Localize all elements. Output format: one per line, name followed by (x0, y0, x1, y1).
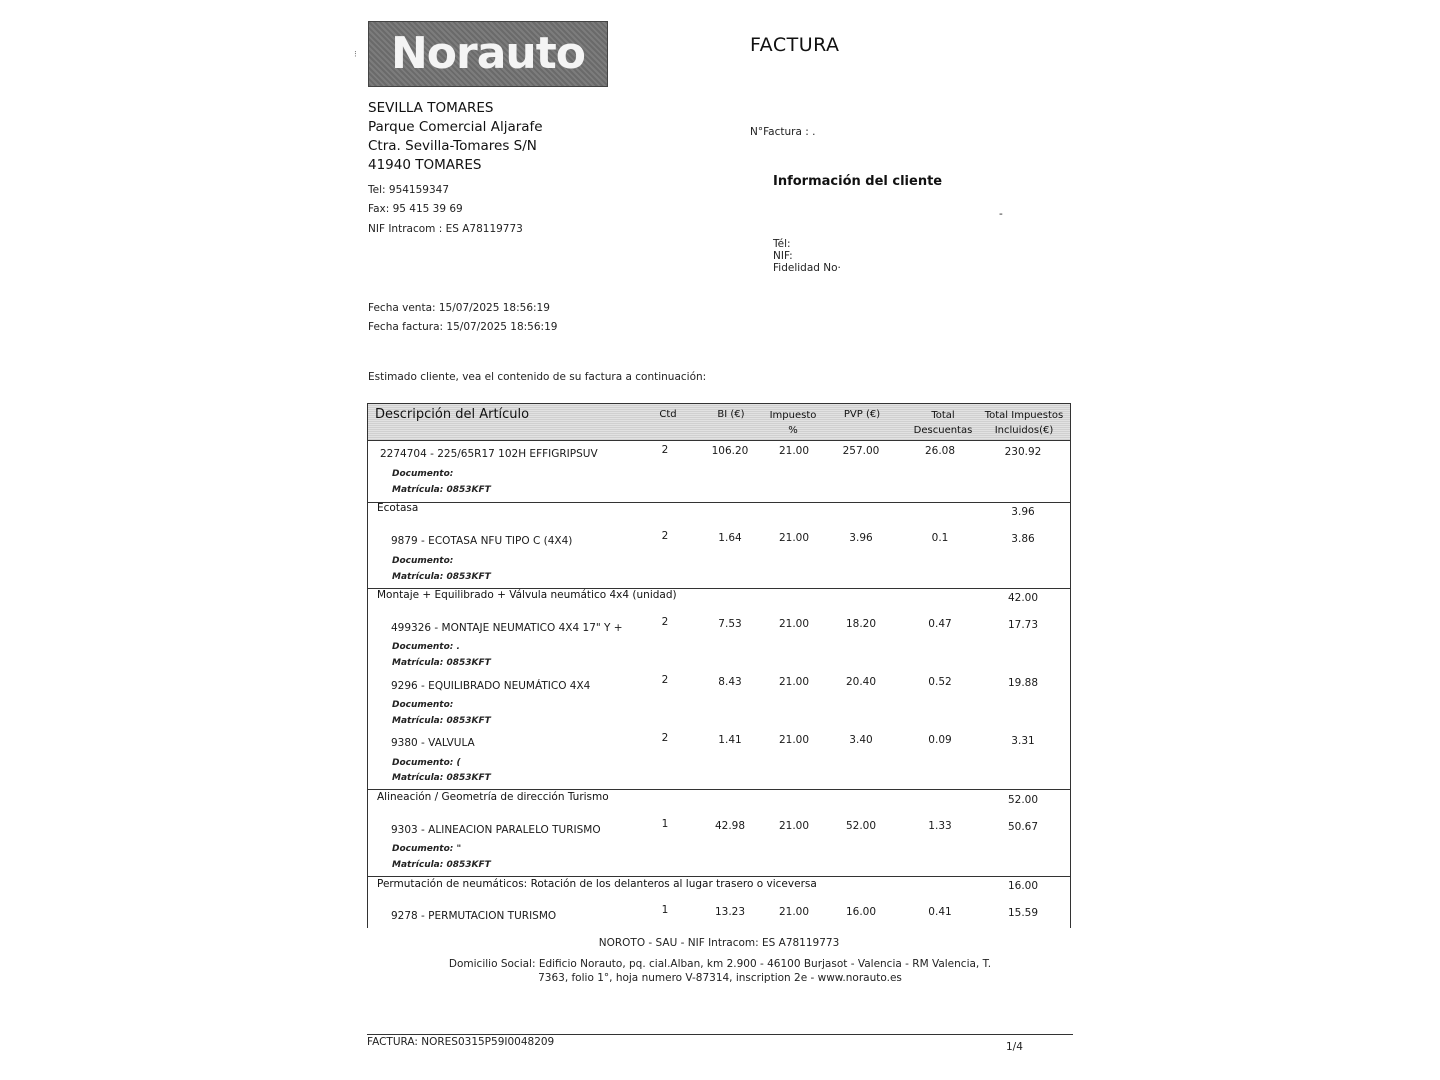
document-title: FACTURA (750, 34, 840, 56)
header-pvp: PVP (€) (843, 409, 881, 420)
item-bi: 1.41 (718, 734, 742, 746)
item-description: 9303 - ALINEACION PARALELO TURISMO (391, 824, 601, 836)
item-quantity: 2 (661, 674, 669, 686)
section-total: 52.00 (1007, 794, 1039, 806)
item-plate: Matrícula: 0853KFT (392, 572, 491, 582)
item-total: 17.73 (1007, 619, 1039, 631)
header-discounts-line2: Descuentas (913, 425, 973, 436)
item-total: 3.86 (1011, 533, 1035, 545)
section-label: Montaje + Equilibrado + Válvula neumático 4x4 (unidad) (377, 589, 677, 601)
item-discount: 1.33 (928, 820, 952, 832)
item-tax: 21.00 (778, 734, 810, 746)
item-plate: Matrícula: 0853KFT (392, 658, 491, 668)
section-total: 3.96 (1011, 506, 1035, 518)
item-plate: Matrícula: 0853KFT (392, 485, 491, 495)
item-pvp: 20.40 (845, 676, 877, 688)
row-divider (368, 876, 1070, 877)
header-description: Descripción del Artículo (375, 407, 530, 422)
intro-text: Estimado cliente, vea el contenido de su factura a continuación: (368, 371, 707, 383)
item-bi: 106.20 (711, 445, 749, 457)
invoice-date: Fecha factura: 15/07/2025 18:56:19 (368, 321, 558, 333)
item-description: 499326 - MONTAJE NEUMATICO 4X4 17" Y + (391, 622, 623, 634)
item-description: 9879 - ECOTASA NFU TIPO C (4X4) (391, 535, 573, 547)
client-nif: NIF: (773, 250, 793, 262)
item-document: Documento: (392, 469, 454, 479)
store-address-1: Parque Comercial Aljarafe (368, 119, 543, 135)
page-number: 1/4 (1006, 1041, 1023, 1053)
table-header (367, 403, 1071, 441)
header-total (980, 408, 1068, 438)
header-discounts-line1: Total (931, 410, 955, 421)
store-name: SEVILLA TOMARES (368, 100, 494, 116)
item-total: 230.92 (1004, 446, 1042, 458)
item-pvp: 257.00 (842, 445, 880, 457)
item-quantity: 2 (661, 732, 669, 744)
item-tax: 21.00 (778, 618, 810, 630)
invoice-table (367, 403, 1071, 928)
section-label: Permutación de neumáticos: Rotación de los delanteros al lugar trasero o viceversa (377, 878, 817, 890)
table-body (367, 440, 1071, 928)
item-pvp: 3.96 (849, 532, 873, 544)
item-tax: 21.00 (778, 445, 810, 457)
norauto-logo (368, 21, 608, 87)
item-tax: 21.00 (778, 906, 810, 918)
item-description: 2274704 - 225/65R17 102H EFFIGRIPSUV (380, 448, 598, 460)
item-total: 19.88 (1007, 677, 1039, 689)
item-quantity: 2 (661, 444, 669, 456)
logo-text: Norauto (390, 28, 586, 79)
item-description: 9380 - VALVULA (391, 737, 475, 749)
store-nif: NIF Intracom : ES A78119773 (368, 223, 523, 235)
item-tax: 21.00 (778, 676, 810, 688)
item-plate: Matrícula: 0853KFT (392, 860, 491, 870)
item-bi: 8.43 (718, 676, 742, 688)
item-discount: 0.52 (928, 676, 952, 688)
store-address-2: Ctra. Sevilla-Tomares S/N (368, 138, 537, 154)
client-dash: - (999, 208, 1003, 220)
header-total-line2: Incluidos(€) (994, 425, 1054, 436)
item-bi: 1.64 (718, 532, 742, 544)
item-bi: 42.98 (714, 820, 746, 832)
header-bi: BI (€) (717, 409, 745, 420)
store-tel: Tel: 954159347 (368, 184, 450, 196)
client-tel: Tél: (773, 238, 791, 250)
footer-address: Domicilio Social: Edificio Norauto, pq. cial.Alban, km 2.900 - 46100 Burjasot - Valencia - RM Valencia, T. (448, 958, 992, 970)
scan-speck: ⁝ (354, 50, 357, 60)
item-quantity: 2 (661, 616, 669, 628)
item-pvp: 52.00 (845, 820, 877, 832)
header-tax-line1: Impuesto (769, 410, 817, 421)
footer-registry: 7363, folio 1°, hoja numero V-87314, inscription 2e - www.norauto.es (538, 972, 902, 984)
client-info-heading: Información del cliente (773, 174, 943, 186)
item-document: Documento: . (392, 642, 460, 652)
row-divider (368, 789, 1070, 790)
item-plate: Matrícula: 0853KFT (392, 773, 491, 783)
item-description: 9278 - PERMUTACION TURISMO (391, 910, 557, 922)
header-tax-line2: % (788, 425, 798, 436)
header-total-line1: Total Impuestos (984, 410, 1064, 421)
item-discount: 26.08 (924, 445, 956, 457)
row-divider (368, 502, 1070, 503)
item-discount: 0.47 (928, 618, 952, 630)
item-description: 9296 - EQUILIBRADO NEUMÁTICO 4X4 (391, 680, 591, 692)
item-pvp: 18.20 (845, 618, 877, 630)
item-document: Documento: (392, 700, 454, 710)
header-tax (761, 408, 825, 438)
item-discount: 0.41 (928, 906, 952, 918)
item-document: Documento: ( (392, 758, 461, 768)
item-tax: 21.00 (778, 820, 810, 832)
item-total: 15.59 (1007, 907, 1039, 919)
section-total: 42.00 (1007, 592, 1039, 604)
item-document: Documento: " (392, 844, 462, 854)
item-document: Documento: (392, 556, 454, 566)
item-pvp: 3.40 (849, 734, 873, 746)
item-total: 3.31 (1011, 735, 1035, 747)
item-quantity: 1 (661, 818, 669, 830)
section-label: Alineación / Geometría de dirección Turismo (377, 791, 609, 803)
item-discount: 0.09 (928, 734, 952, 746)
invoice-number: N°Factura : . (750, 126, 816, 138)
footer-divider (367, 1034, 1073, 1035)
section-label: Ecotasa (377, 502, 419, 514)
item-total: 50.67 (1007, 821, 1039, 833)
item-discount: 0.1 (931, 532, 949, 544)
sale-date: Fecha venta: 15/07/2025 18:56:19 (368, 302, 550, 314)
item-pvp: 16.00 (845, 906, 877, 918)
item-plate: Matrícula: 0853KFT (392, 716, 491, 726)
invoice-reference: FACTURA: NORES0315P59I0048209 (367, 1036, 555, 1048)
item-bi: 13.23 (714, 906, 746, 918)
item-quantity: 2 (661, 530, 669, 542)
item-bi: 7.53 (718, 618, 742, 630)
store-postcode-city: 41940 TOMARES (368, 157, 482, 173)
section-total: 16.00 (1007, 880, 1039, 892)
item-tax: 21.00 (778, 532, 810, 544)
item-quantity: 1 (661, 904, 669, 916)
header-ctd: Ctd (659, 409, 677, 420)
store-fax: Fax: 95 415 39 69 (368, 203, 463, 215)
client-fidelidad: Fidelidad No· (773, 262, 841, 274)
footer-company: NOROTO - SAU - NIF Intracom: ES A78119773 (598, 937, 840, 949)
header-discounts (908, 408, 978, 438)
